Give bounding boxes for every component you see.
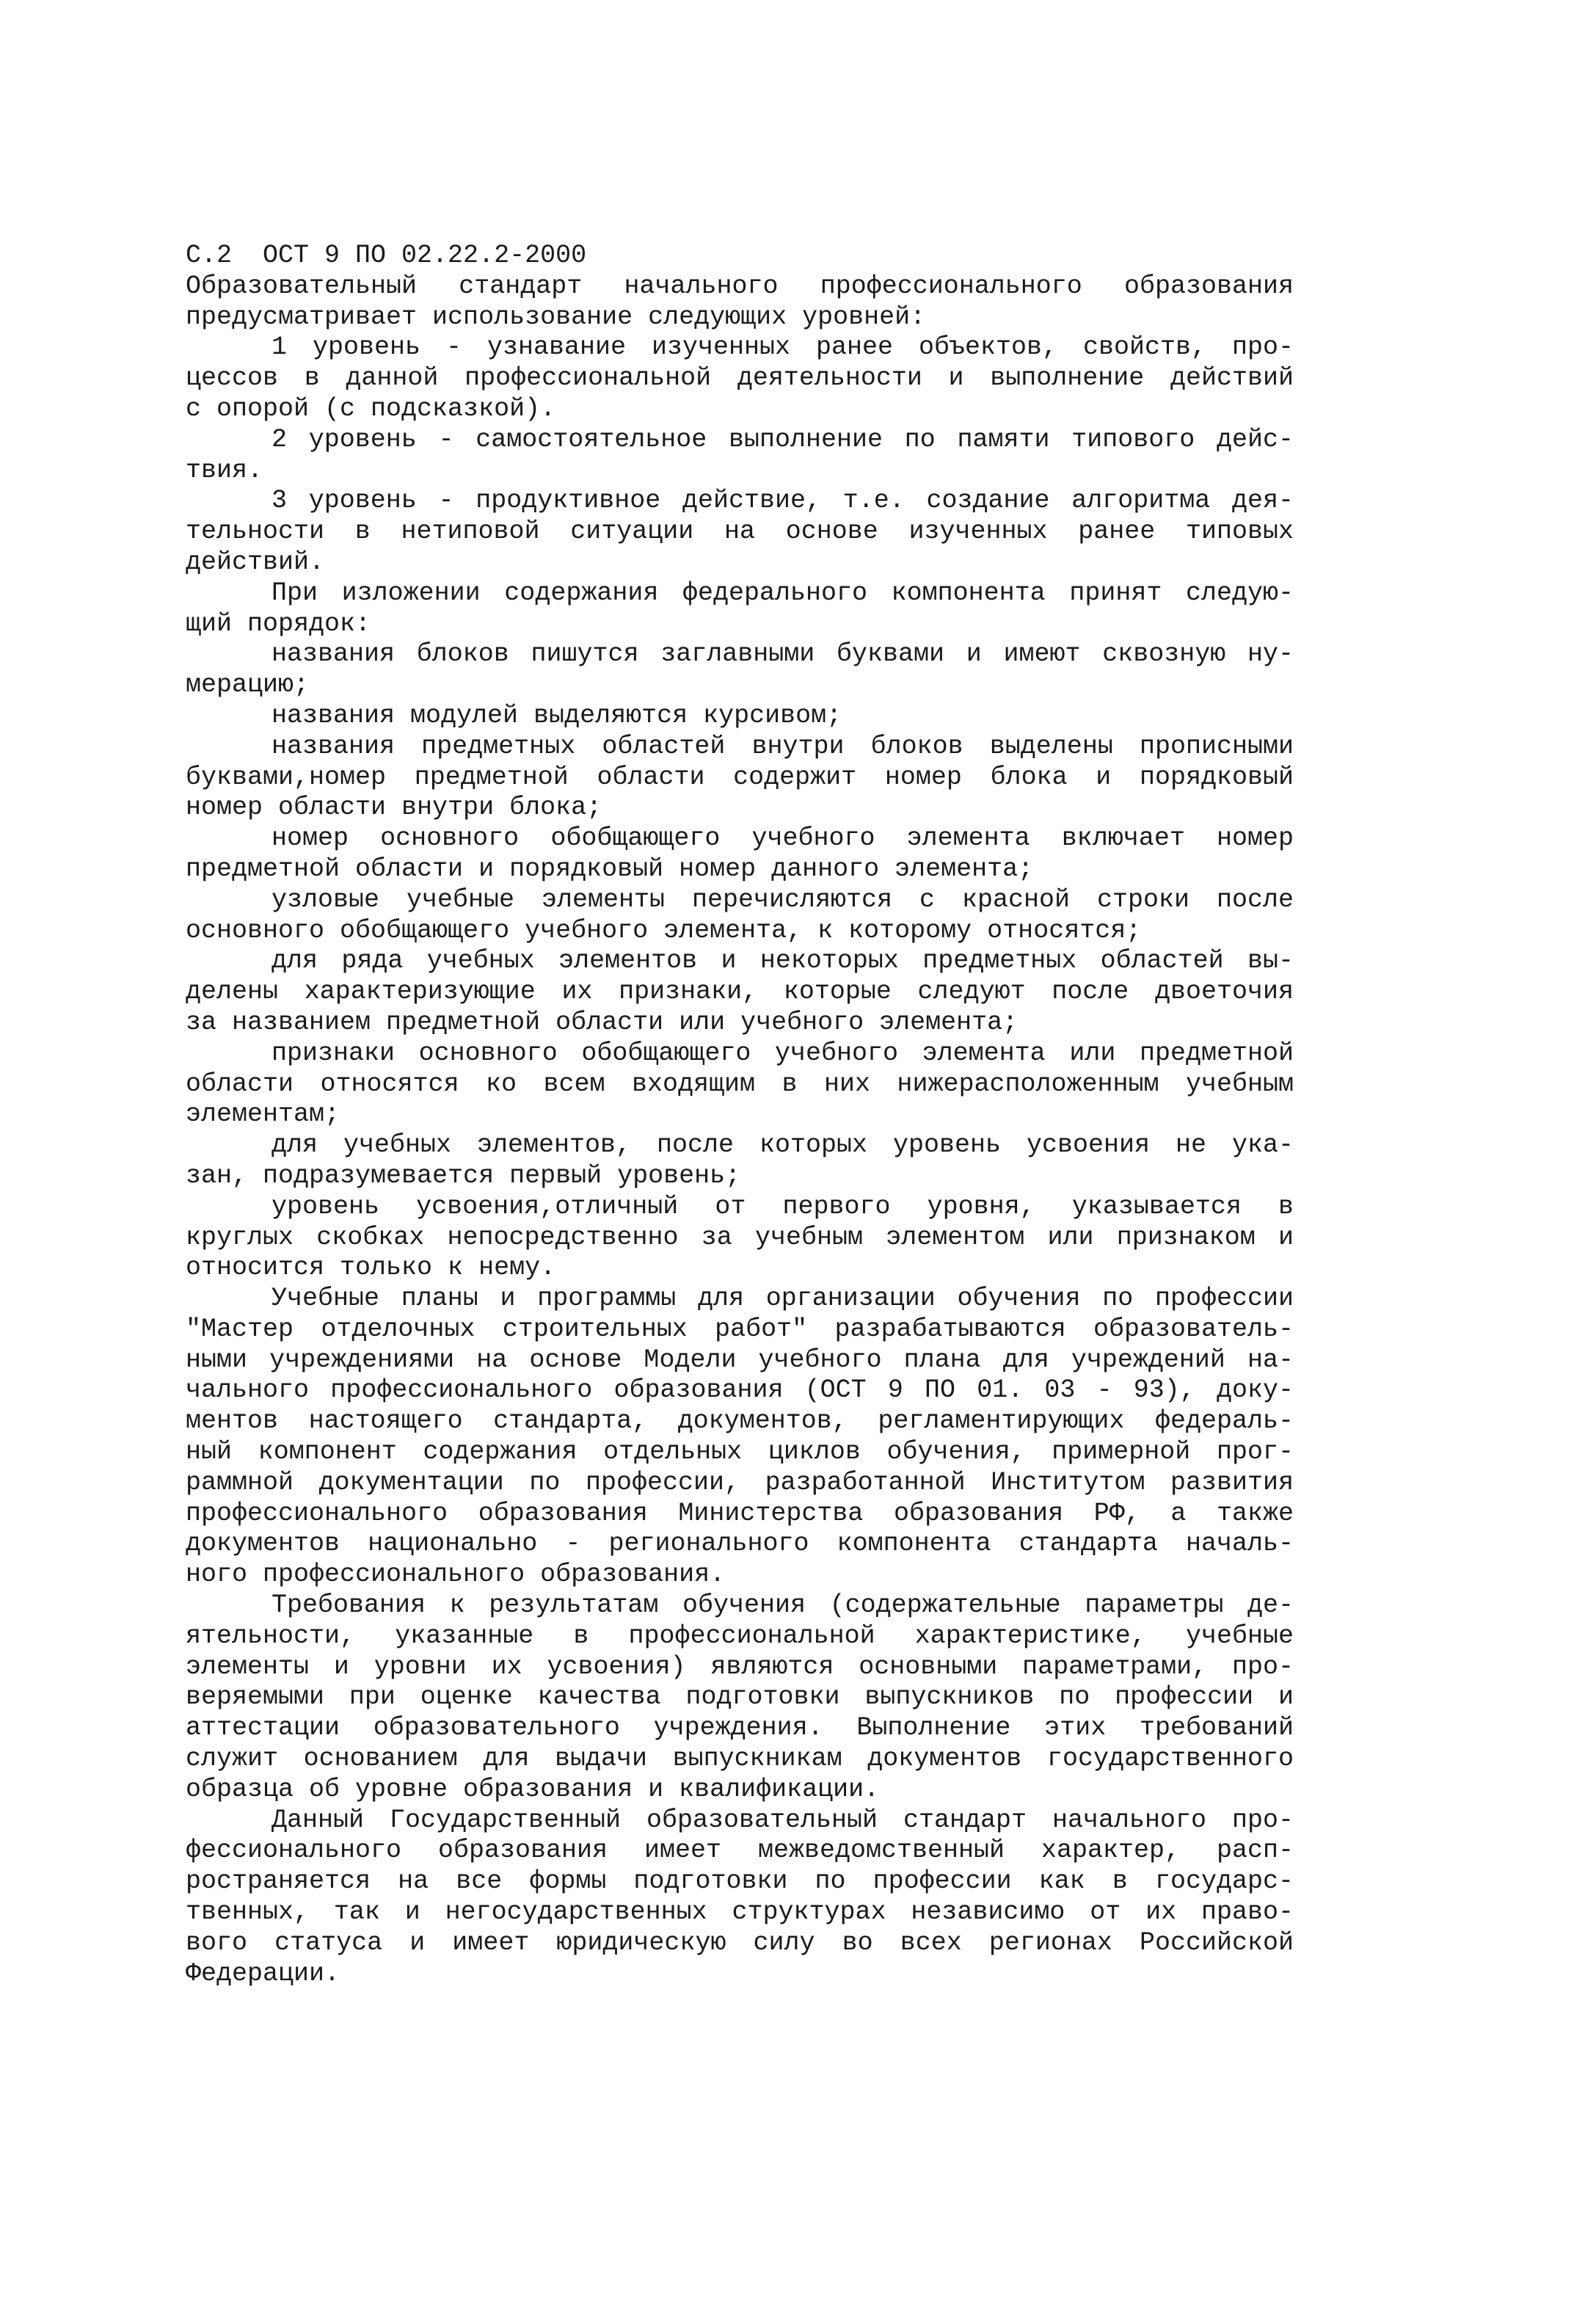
text-line: Федерации.: [186, 1958, 340, 1988]
text-line: ный компонент содержания отдельных циклов обучения, примерной прог-: [186, 1437, 1294, 1467]
text-line: элементам;: [186, 1099, 340, 1130]
text-line: ространяется на все формы подготовки по профессии как в государс-: [186, 1866, 1294, 1897]
text-line: цессов в данной профессиональной деятельности и выполнение действий: [186, 363, 1294, 393]
text-line: мерацию;: [186, 670, 310, 700]
text-line: При изложении содержания федерального компонента принят следую-: [272, 578, 1294, 608]
text-line: Учебные планы и программы для организации обучения по профессии: [272, 1284, 1294, 1314]
text-line: раммной документации по профессии, разработанной Институтом развития: [186, 1467, 1294, 1497]
text-line: ментов настоящего стандарта, документов, регламентирующих федераль-: [186, 1406, 1294, 1436]
text-line: для ряда учебных элементов и некоторых предметных областей вы-: [272, 946, 1294, 976]
text-line: веряемыми при оценке качества подготовки выпускников по профессии и: [186, 1682, 1294, 1712]
text-line: ными учреждениями на основе Модели учебного плана для учреждений на-: [186, 1345, 1294, 1375]
text-line: названия модулей выделяются курсивом;: [272, 700, 842, 730]
text-line: 1 уровень - узнавание изученных ранее объектов, свойств, про-: [272, 332, 1294, 363]
text-line: признаки основного обобщающего учебного элемента или предметной: [272, 1038, 1294, 1068]
text-line: вого статуса и имеет юридическую силу во всех регионах Российской: [186, 1927, 1294, 1957]
text-line: делены характеризующие их признаки, которые следуют после двоеточия: [186, 977, 1294, 1007]
text-line: для учебных элементов, после которых уровень усвоения не ука-: [272, 1130, 1294, 1160]
text-line: области относятся ко всем входящим в них нижерасположенным учебным: [186, 1069, 1294, 1099]
text-line: с опорой (с подсказкой).: [186, 393, 556, 423]
text-line: 3 уровень - продуктивное действие, т.е. создание алгоритма дея-: [272, 486, 1294, 516]
text-line: номер основного обобщающего учебного элемента включает номер: [272, 824, 1294, 854]
text-line: твенных, так и негосударственных структурах независимо от их право-: [186, 1897, 1294, 1927]
text-line: номер области внутри блока;: [186, 793, 602, 823]
text-line: щий порядок:: [186, 608, 371, 639]
text-line: Требования к результатам обучения (содержательные параметры де-: [272, 1591, 1294, 1621]
text-line: служит основанием для выдачи выпускникам документов государственного: [186, 1744, 1294, 1774]
text-line: 2 уровень - самостоятельное выполнение по памяти типового дейс-: [272, 424, 1294, 454]
text-line: фессионального образования имеет межведомственный характер, расп-: [186, 1836, 1294, 1866]
text-line: предусматривает использование следующих уровней:: [186, 302, 926, 332]
text-line: образца об уровне образования и квалификации.: [186, 1774, 880, 1804]
text-line: названия блоков пишутся заглавными буквами и имеют сквозную ну-: [272, 639, 1294, 669]
text-line: твия.: [186, 455, 263, 485]
text-line: "Мастер отделочных строительных работ" разрабатываются образователь-: [186, 1314, 1294, 1344]
text-line: элементы и уровни их усвоения) являются основными параметрами, про-: [186, 1651, 1294, 1682]
text-line: чального профессионального образования (ОСТ 9 ПО 01. 03 - 93), доку-: [186, 1375, 1294, 1406]
text-line: ного профессионального образования.: [186, 1560, 726, 1590]
text-line: круглых скобках непосредственно за учебным элементом или признаком и: [186, 1222, 1294, 1252]
text-line: тельности в нетиповой ситуации на основе изученных ранее типовых: [186, 517, 1294, 547]
text-line: названия предметных областей внутри блоков выделены прописными: [272, 731, 1294, 761]
text-line: относится только к нему.: [186, 1253, 556, 1283]
text-line: Данный Государственный образовательный стандарт начального про-: [272, 1805, 1294, 1835]
text-line: аттестации образовательного учреждения. Выполнение этих требований: [186, 1713, 1294, 1743]
text-line: основного обобщающего учебного элемента, к которому относятся;: [186, 915, 1142, 945]
text-line: ятельности, указанные в профессиональной характеристике, учебные: [186, 1621, 1294, 1651]
text-line: профессионального образования Министерства образования РФ, а также: [186, 1498, 1294, 1528]
text-line: действий.: [186, 547, 325, 577]
text-line: зан, подразумевается первый уровень;: [186, 1160, 741, 1190]
text-line: узловые учебные элементы перечисляются с красной строки после: [272, 884, 1294, 915]
text-line: за названием предметной области или учебного элемента;: [186, 1007, 1019, 1037]
page-header: С.2 ОСТ 9 ПО 02.22.2-2000: [186, 241, 587, 270]
text-line: документов национально - регионального компонента стандарта началь-: [186, 1529, 1294, 1559]
text-line: уровень усвоения,отличный от первого уровня, указывается в: [272, 1191, 1294, 1221]
text-line: буквами,номер предметной области содержит номер блока и порядковый: [186, 762, 1294, 792]
document-page: [186, 241, 1294, 1989]
text-line: предметной области и порядковый номер данного элемента;: [186, 854, 1034, 884]
document-body: [186, 272, 1294, 1990]
text-line: Образовательный стандарт начального профессионального образования: [186, 271, 1294, 301]
